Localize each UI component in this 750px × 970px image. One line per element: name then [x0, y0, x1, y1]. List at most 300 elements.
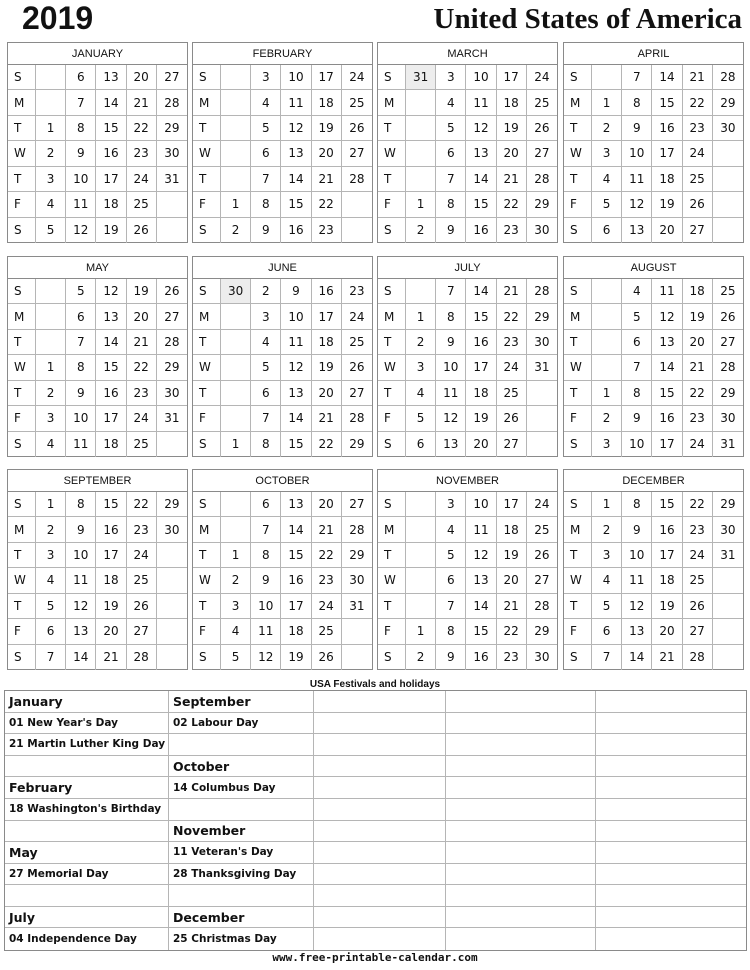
- weekday-label: T: [8, 594, 36, 619]
- holiday-cell: [446, 756, 596, 778]
- date-cell: 6: [66, 65, 96, 90]
- month-name: JULY: [378, 257, 557, 279]
- holiday-cell: [446, 928, 596, 950]
- weekday-label: W: [564, 568, 592, 593]
- date-cell: 16: [652, 517, 682, 542]
- date-cell: 19: [466, 406, 496, 431]
- date-cell: [592, 330, 622, 355]
- date-cell: 25: [683, 167, 713, 192]
- date-cell: 23: [312, 568, 342, 593]
- date-cell: 27: [527, 568, 557, 593]
- weekday-label: W: [378, 141, 406, 166]
- date-cell: 22: [127, 492, 157, 517]
- date-cell: [157, 543, 187, 568]
- date-cell: 11: [281, 330, 311, 355]
- date-cell: 15: [466, 192, 496, 217]
- date-cell: [221, 304, 251, 329]
- date-cell: 7: [592, 645, 622, 670]
- date-cell: 1: [221, 543, 251, 568]
- date-cell: [527, 406, 557, 431]
- weekday-label: S: [8, 218, 36, 243]
- date-cell: 8: [622, 381, 652, 406]
- date-cell: [342, 192, 372, 217]
- weekday-label: M: [564, 304, 592, 329]
- date-cell: 18: [281, 619, 311, 644]
- date-cell: [406, 517, 436, 542]
- holiday-cell: [596, 756, 746, 778]
- weekday-label: F: [193, 619, 221, 644]
- date-cell: 27: [157, 65, 187, 90]
- date-cell: [221, 65, 251, 90]
- date-cell: 6: [406, 432, 436, 457]
- date-cell: 17: [652, 432, 682, 457]
- month-february: [192, 42, 373, 243]
- date-cell: 18: [466, 381, 496, 406]
- holiday-cell: [314, 691, 446, 713]
- date-cell: 28: [713, 65, 743, 90]
- date-cell: 4: [221, 619, 251, 644]
- date-cell: 12: [466, 543, 496, 568]
- date-cell: 14: [652, 65, 682, 90]
- weekday-label: M: [564, 90, 592, 115]
- date-cell: 2: [592, 116, 622, 141]
- date-cell: [592, 65, 622, 90]
- weekday-label: F: [564, 406, 592, 431]
- date-cell: 10: [622, 543, 652, 568]
- date-cell: 9: [66, 381, 96, 406]
- date-cell: 30: [534, 650, 550, 665]
- date-cell: 18: [497, 90, 527, 115]
- date-cell: 12: [66, 594, 96, 619]
- date-cell: 11: [466, 90, 496, 115]
- holiday-cell: [596, 713, 746, 735]
- date-cell: 17: [497, 65, 527, 90]
- weekday-label: S: [193, 645, 221, 670]
- date-cell: [406, 492, 436, 517]
- date-cell: 13: [466, 568, 496, 593]
- date-cell: 21: [127, 330, 157, 355]
- date-cell: 10: [622, 141, 652, 166]
- weekday-label: F: [564, 192, 592, 217]
- holiday-cell: [314, 885, 446, 907]
- date-cell: 22: [683, 90, 713, 115]
- holiday-month-header: December: [169, 907, 314, 929]
- date-cell: 24: [683, 543, 713, 568]
- weekday-label: W: [564, 355, 592, 380]
- month-name: MARCH: [378, 43, 557, 65]
- date-cell: 12: [436, 406, 466, 431]
- weekday-label: F: [193, 406, 221, 431]
- weekday-label: W: [378, 355, 406, 380]
- date-cell: 30: [342, 568, 372, 593]
- date-cell: 18: [312, 90, 342, 115]
- holiday-cell: [5, 885, 169, 907]
- date-cell: 30: [713, 406, 743, 431]
- date-cell: [713, 619, 743, 644]
- month-name: NOVEMBER: [378, 470, 557, 492]
- date-cell: 12: [66, 218, 96, 243]
- month-name: DECEMBER: [564, 470, 743, 492]
- date-cell: 6: [592, 218, 622, 243]
- holiday-cell: [314, 756, 446, 778]
- date-cell: 4: [251, 90, 281, 115]
- date-cell: 23: [312, 218, 342, 243]
- date-cell: [36, 279, 66, 304]
- date-cell: 3: [436, 65, 466, 90]
- date-cell: 5: [592, 594, 622, 619]
- date-cell: 8: [251, 192, 281, 217]
- date-cell: 16: [96, 141, 126, 166]
- weekday-label: T: [378, 330, 406, 355]
- date-cell: 9: [622, 116, 652, 141]
- weekday-label: T: [564, 116, 592, 141]
- date-cell: 24: [342, 304, 372, 329]
- month-grid: [193, 492, 372, 670]
- date-cell: [713, 141, 743, 166]
- date-cell: [406, 279, 436, 304]
- date-cell: 30: [713, 517, 743, 542]
- date-cell: 14: [652, 355, 682, 380]
- date-cell: 11: [251, 619, 281, 644]
- holiday-cell: [169, 799, 314, 821]
- date-cell: 18: [683, 279, 713, 304]
- month-grid: [8, 65, 187, 243]
- holiday-month-header: January: [5, 691, 169, 713]
- date-cell: 15: [96, 355, 126, 380]
- date-cell: 6: [251, 492, 281, 517]
- date-cell: 24: [683, 141, 713, 166]
- date-cell: 14: [466, 594, 496, 619]
- footer-url[interactable]: www.free-printable-calendar.com: [272, 951, 478, 964]
- weekday-label: S: [378, 645, 406, 670]
- date-cell: 14: [66, 645, 96, 670]
- date-cell: 15: [652, 90, 682, 115]
- date-cell: 22: [683, 381, 713, 406]
- date-cell: 5: [251, 355, 281, 380]
- date-cell: 31: [157, 406, 187, 431]
- date-cell: 18: [96, 192, 126, 217]
- date-cell: 27: [713, 330, 743, 355]
- holiday-cell: 02 Labour Day: [169, 713, 314, 735]
- date-cell: 24: [127, 543, 157, 568]
- weekday-label: S: [193, 65, 221, 90]
- date-cell: 20: [497, 568, 527, 593]
- date-cell: 7: [36, 645, 66, 670]
- date-cell: 26: [157, 279, 187, 304]
- date-cell: 8: [436, 619, 466, 644]
- date-cell: 1: [406, 304, 436, 329]
- weekday-label: S: [564, 218, 592, 243]
- month-grid: [564, 279, 743, 457]
- holiday-cell: [446, 799, 596, 821]
- weekday-label: S: [564, 65, 592, 90]
- date-cell: [157, 192, 187, 217]
- date-cell: 28: [713, 355, 743, 380]
- date-cell: 21: [312, 517, 342, 542]
- date-cell: 2: [592, 517, 622, 542]
- date-cell: 30: [157, 517, 187, 542]
- date-cell: 2: [221, 218, 251, 243]
- date-cell: 4: [592, 568, 622, 593]
- date-cell: 27: [497, 432, 527, 457]
- date-cell: 21: [96, 645, 126, 670]
- date-cell: 26: [683, 192, 713, 217]
- date-cell: [406, 141, 436, 166]
- date-cell: 20: [312, 492, 342, 517]
- weekday-label: M: [564, 517, 592, 542]
- date-cell: 10: [66, 543, 96, 568]
- date-cell: 21: [312, 167, 342, 192]
- date-cell: 17: [96, 167, 126, 192]
- date-cell: 15: [96, 116, 126, 141]
- holiday-cell: [169, 734, 314, 756]
- date-cell: 4: [406, 381, 436, 406]
- date-cell: 5: [66, 279, 96, 304]
- date-cell: 15: [281, 192, 311, 217]
- weekday-label: W: [378, 568, 406, 593]
- date-cell: 22: [497, 304, 527, 329]
- date-cell: 19: [127, 279, 157, 304]
- date-cell: 25: [497, 381, 527, 406]
- date-cell: 28: [342, 167, 372, 192]
- date-cell: 30: [221, 279, 251, 304]
- date-cell: 3: [592, 432, 622, 457]
- date-cell: 1: [36, 116, 66, 141]
- weekday-label: F: [8, 619, 36, 644]
- date-cell: 31: [713, 543, 743, 568]
- date-cell: 12: [622, 192, 652, 217]
- date-cell: 17: [652, 141, 682, 166]
- weekday-label: T: [193, 594, 221, 619]
- date-cell: 20: [683, 330, 713, 355]
- date-cell: 7: [622, 65, 652, 90]
- date-cell: 2: [251, 279, 281, 304]
- date-cell: [221, 141, 251, 166]
- date-cell: 25: [127, 192, 157, 217]
- month-grid: [564, 492, 743, 670]
- date-cell: [221, 381, 251, 406]
- weekday-label: S: [193, 432, 221, 457]
- date-cell: 27: [127, 619, 157, 644]
- date-cell: [527, 381, 557, 406]
- date-cell: 2: [406, 645, 436, 670]
- date-cell: 1: [36, 355, 66, 380]
- weekday-label: S: [8, 279, 36, 304]
- date-cell: [221, 517, 251, 542]
- date-cell: [592, 279, 622, 304]
- holiday-cell: [596, 734, 746, 756]
- weekday-label: S: [193, 218, 221, 243]
- date-cell: 9: [66, 517, 96, 542]
- date-cell: 10: [251, 594, 281, 619]
- date-cell: [713, 594, 743, 619]
- holiday-cell: 25 Christmas Day: [169, 928, 314, 950]
- date-cell: 7: [436, 279, 466, 304]
- holiday-month-header: February: [5, 777, 169, 799]
- date-cell: 5: [406, 406, 436, 431]
- date-cell: [592, 304, 622, 329]
- date-cell: 25: [527, 517, 557, 542]
- date-cell: 23: [127, 517, 157, 542]
- date-cell: 24: [527, 65, 557, 90]
- weekday-label: F: [378, 192, 406, 217]
- date-cell: 15: [281, 432, 311, 457]
- weekday-label: M: [8, 90, 36, 115]
- date-cell: 2: [221, 568, 251, 593]
- month-name: AUGUST: [564, 257, 743, 279]
- date-cell: 4: [36, 568, 66, 593]
- date-cell: 15: [96, 492, 126, 517]
- date-cell: 30: [157, 381, 187, 406]
- date-cell: 24: [497, 355, 527, 380]
- date-cell: 3: [221, 594, 251, 619]
- date-cell: [221, 167, 251, 192]
- weekday-label: M: [193, 517, 221, 542]
- date-cell: 29: [527, 304, 557, 329]
- date-cell: 11: [66, 432, 96, 457]
- holiday-month-header: September: [169, 691, 314, 713]
- date-cell: 20: [127, 65, 157, 90]
- date-cell: 21: [312, 406, 342, 431]
- date-cell: 22: [127, 355, 157, 380]
- weekday-label: W: [193, 141, 221, 166]
- date-cell: [221, 492, 251, 517]
- holiday-cell: [314, 777, 446, 799]
- weekday-label: W: [193, 355, 221, 380]
- date-cell: 6: [251, 381, 281, 406]
- date-cell: 13: [96, 304, 126, 329]
- date-cell: 21: [497, 594, 527, 619]
- holiday-cell: [596, 821, 746, 843]
- date-cell: 31: [527, 355, 557, 380]
- date-cell: [157, 645, 187, 670]
- date-cell: 3: [406, 355, 436, 380]
- weekday-label: F: [8, 406, 36, 431]
- date-cell: 8: [622, 492, 652, 517]
- date-cell: 4: [436, 90, 466, 115]
- date-cell: 20: [466, 432, 496, 457]
- holiday-month-header: October: [169, 756, 314, 778]
- date-cell: 12: [466, 116, 496, 141]
- date-cell: 19: [497, 116, 527, 141]
- month-name: JANUARY: [8, 43, 187, 65]
- date-cell: 10: [466, 492, 496, 517]
- date-cell: 10: [436, 355, 466, 380]
- holiday-cell: [314, 713, 446, 735]
- date-cell: 29: [157, 492, 187, 517]
- date-cell: 28: [527, 594, 557, 619]
- month-name: FEBRUARY: [193, 43, 372, 65]
- date-cell: 23: [683, 116, 713, 141]
- holiday-cell: [314, 928, 446, 950]
- date-cell: 20: [312, 141, 342, 166]
- date-cell: 29: [157, 355, 187, 380]
- date-cell: 12: [622, 594, 652, 619]
- holiday-cell: 21 Martin Luther King Day: [5, 734, 169, 756]
- date-cell: 7: [251, 517, 281, 542]
- date-cell: 6: [436, 141, 466, 166]
- weekday-label: F: [378, 406, 406, 431]
- date-cell: [713, 192, 743, 217]
- date-cell: 1: [221, 432, 251, 457]
- date-cell: 29: [342, 543, 372, 568]
- date-cell: 18: [96, 432, 126, 457]
- date-cell: 1: [592, 90, 622, 115]
- date-cell: 27: [157, 304, 187, 329]
- date-cell: 15: [281, 543, 311, 568]
- date-cell: 12: [96, 279, 126, 304]
- weekday-label: S: [8, 432, 36, 457]
- month-april: [563, 42, 744, 243]
- date-cell: 30: [527, 330, 557, 355]
- date-cell: 17: [312, 65, 342, 90]
- weekday-label: S: [564, 492, 592, 517]
- date-cell: 16: [466, 330, 496, 355]
- date-cell: 9: [622, 517, 652, 542]
- holiday-cell: [314, 821, 446, 843]
- country-title: United States of America: [433, 3, 742, 35]
- date-cell: 7: [251, 167, 281, 192]
- date-cell: 3: [36, 543, 66, 568]
- weekday-label: S: [564, 279, 592, 304]
- date-cell: 14: [281, 406, 311, 431]
- date-cell: [406, 594, 436, 619]
- holiday-cell: [446, 691, 596, 713]
- date-cell: 25: [527, 90, 557, 115]
- date-cell: 24: [342, 65, 372, 90]
- date-cell: 4: [251, 330, 281, 355]
- holiday-cell: 18 Washington's Birthday: [5, 799, 169, 821]
- holiday-cell: 27 Memorial Day: [5, 864, 169, 886]
- date-cell: 9: [281, 279, 311, 304]
- date-cell: [713, 645, 743, 670]
- date-cell: [221, 406, 251, 431]
- date-cell: 4: [36, 192, 66, 217]
- date-cell: 15: [652, 492, 682, 517]
- date-cell: 18: [652, 568, 682, 593]
- date-cell: 26: [127, 594, 157, 619]
- weekday-label: W: [8, 141, 36, 166]
- date-cell: 6: [66, 304, 96, 329]
- date-cell: 20: [312, 381, 342, 406]
- holiday-cell: [314, 734, 446, 756]
- date-cell: 19: [497, 543, 527, 568]
- date-cell: 18: [312, 330, 342, 355]
- date-cell: 30: [534, 223, 550, 238]
- date-cell: 23: [127, 141, 157, 166]
- date-cell: 16: [466, 218, 496, 243]
- date-cell: 10: [466, 65, 496, 90]
- date-cell: 6: [622, 330, 652, 355]
- date-cell: 1: [592, 492, 622, 517]
- date-cell: 22: [312, 432, 342, 457]
- month-grid: [8, 492, 187, 670]
- date-cell: 26: [342, 355, 372, 380]
- month-name: OCTOBER: [193, 470, 372, 492]
- date-cell: [157, 218, 187, 243]
- month-september: [7, 469, 188, 670]
- holiday-cell: 14 Columbus Day: [169, 777, 314, 799]
- date-cell: 27: [342, 381, 372, 406]
- date-cell: 10: [66, 406, 96, 431]
- date-cell: 24: [683, 432, 713, 457]
- month-name: JUNE: [193, 257, 372, 279]
- weekday-label: M: [193, 304, 221, 329]
- date-cell: 7: [436, 594, 466, 619]
- date-cell: 21: [497, 167, 527, 192]
- weekday-label: S: [564, 645, 592, 670]
- date-cell: 5: [622, 304, 652, 329]
